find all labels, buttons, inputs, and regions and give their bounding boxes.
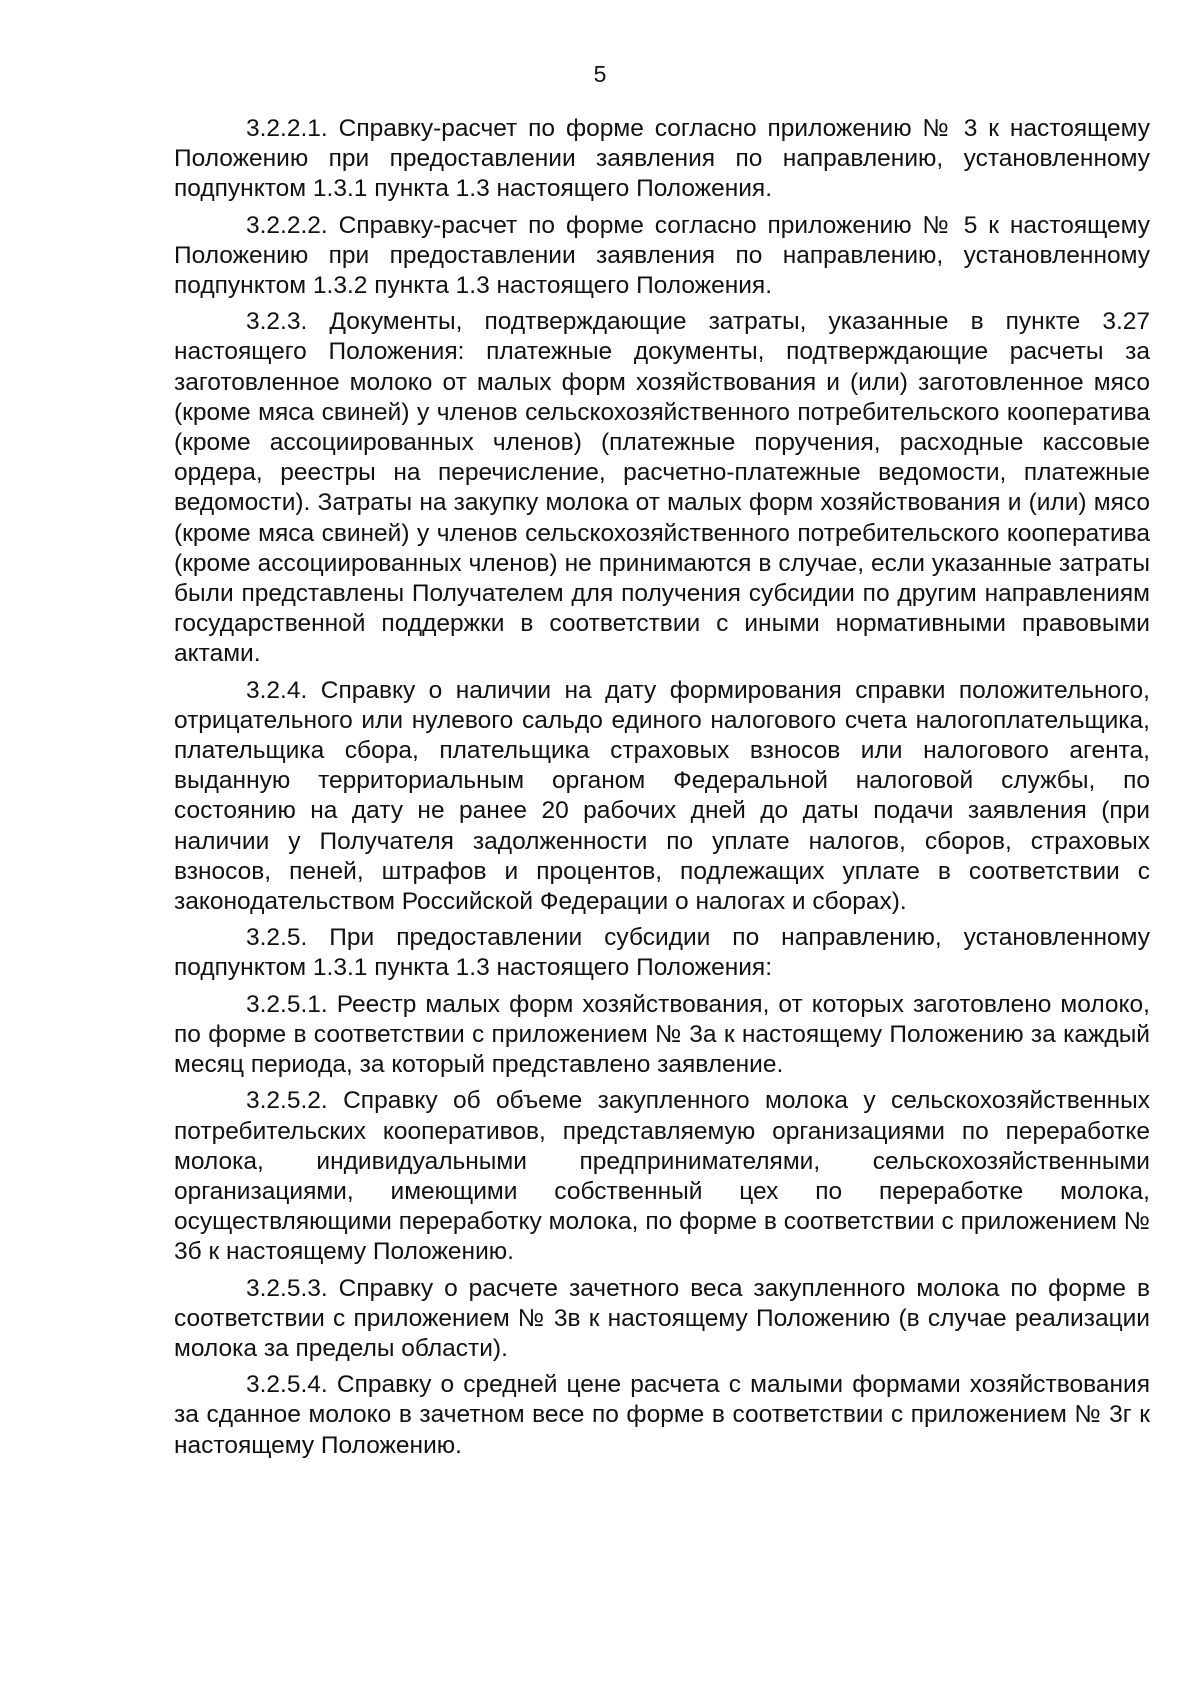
paragraph-3-2-4: 3.2.4. Справку о наличии на дату формирования справки положительного, отрицательного или нулевого сальдо единого налогового счета налогоплательщика, плательщика сбора, плательщика страховых взносов или налогового агента, выданную территориальным органом Федеральной налоговой службы, по состоянию на дату не ранее 20 рабочих дней до даты подачи заявления (при наличии у Получателя задолженности по уплате налогов, сборов, страховых взносов, пеней, штрафов и процентов, подлежащих уплате в соответствии с законодательством Российской Федерации о налогах и сборах). [174,676,1150,916]
paragraph-3-2-5-3: 3.2.5.3. Справку о расчете зачетного веса закупленного молока по форме в соответствии с приложением № 3в к настоящему Положению (в случае реализации молока за пределы области). [174,1274,1150,1362]
paragraph-3-2-5: 3.2.5. При предоставлении субсидии по направлению, установленному подпунктом 1.3.1 пункта 1.3 настоящего Положения: [174,924,1150,982]
paragraph-3-2-2-2: 3.2.2.2. Справку-расчет по форме согласно приложению № 5 к настоящему Положению при предоставлении заявления по направлению, установленному подпунктом 1.3.2 пункта 1.3 настоящего Положения. [174,211,1150,300]
paragraph-3-2-3: 3.2.3. Документы, подтверждающие затраты, указанные в пункте 3.27 настоящего Положения: платежные документы, подтверждающие расчеты за заготовленное молоко от малых форм хозяйствования и (или) заготовленное мясо (кроме мяса свиней) у членов сельскохозяйственного потребительского кооператива (кроме ассоциированных членов) (платежные поручения, расходные кассовые ордера, реестры на перечисление, расчетно-платежные ведомости, платежные ведомости). Затраты на закупку молока от малых форм хозяйствования и (или) мясо (кроме мяса свиней) у членов сельскохозяйственного потребительского кооператива (кроме ассоциированных членов) не принимаются в случае, если указанные затраты были представлены Получателем для получения субсидии по другим направлениям государственной поддержки в соответствии с иными нормативными правовыми актами. [174,308,1150,668]
paragraph-3-2-5-4: 3.2.5.4. Справку о средней цене расчета с малыми формами хозяйствования за сданное молоко в зачетном весе по форме в соответствии с приложением № 3г к настоящему Положению. [174,1371,1150,1459]
document-body [174,114,1150,1467]
paragraph-3-2-2-1: 3.2.2.1. Справку-расчет по форме согласно приложению № 3 к настоящему Положению при предоставлении заявления по направлению, установленному подпунктом 1.3.1 пункта 1.3 настоящего Положения. [174,115,1150,203]
paragraph-3-2-5-1: 3.2.5.1. Реестр малых форм хозяйствования, от которых заготовлено молоко, по форме в соответствии с приложением № 3а к настоящему Положению за каждый месяц периода, за который представлено заявление. [174,990,1150,1079]
page-number: 5 [593,61,607,87]
paragraph-3-2-5-2: 3.2.5.2. Справку об объеме закупленного молока у сельскохозяйственных потребительских кооперативов, представляемую организациями по переработке молока, индивидуальными предпринимателями, сельскохозяйственными организациями, имеющими собственный цех по переработке молока, осуществляющими переработку молока, по форме в соответствии с приложением № 3б к настоящему Положению. [174,1087,1150,1266]
